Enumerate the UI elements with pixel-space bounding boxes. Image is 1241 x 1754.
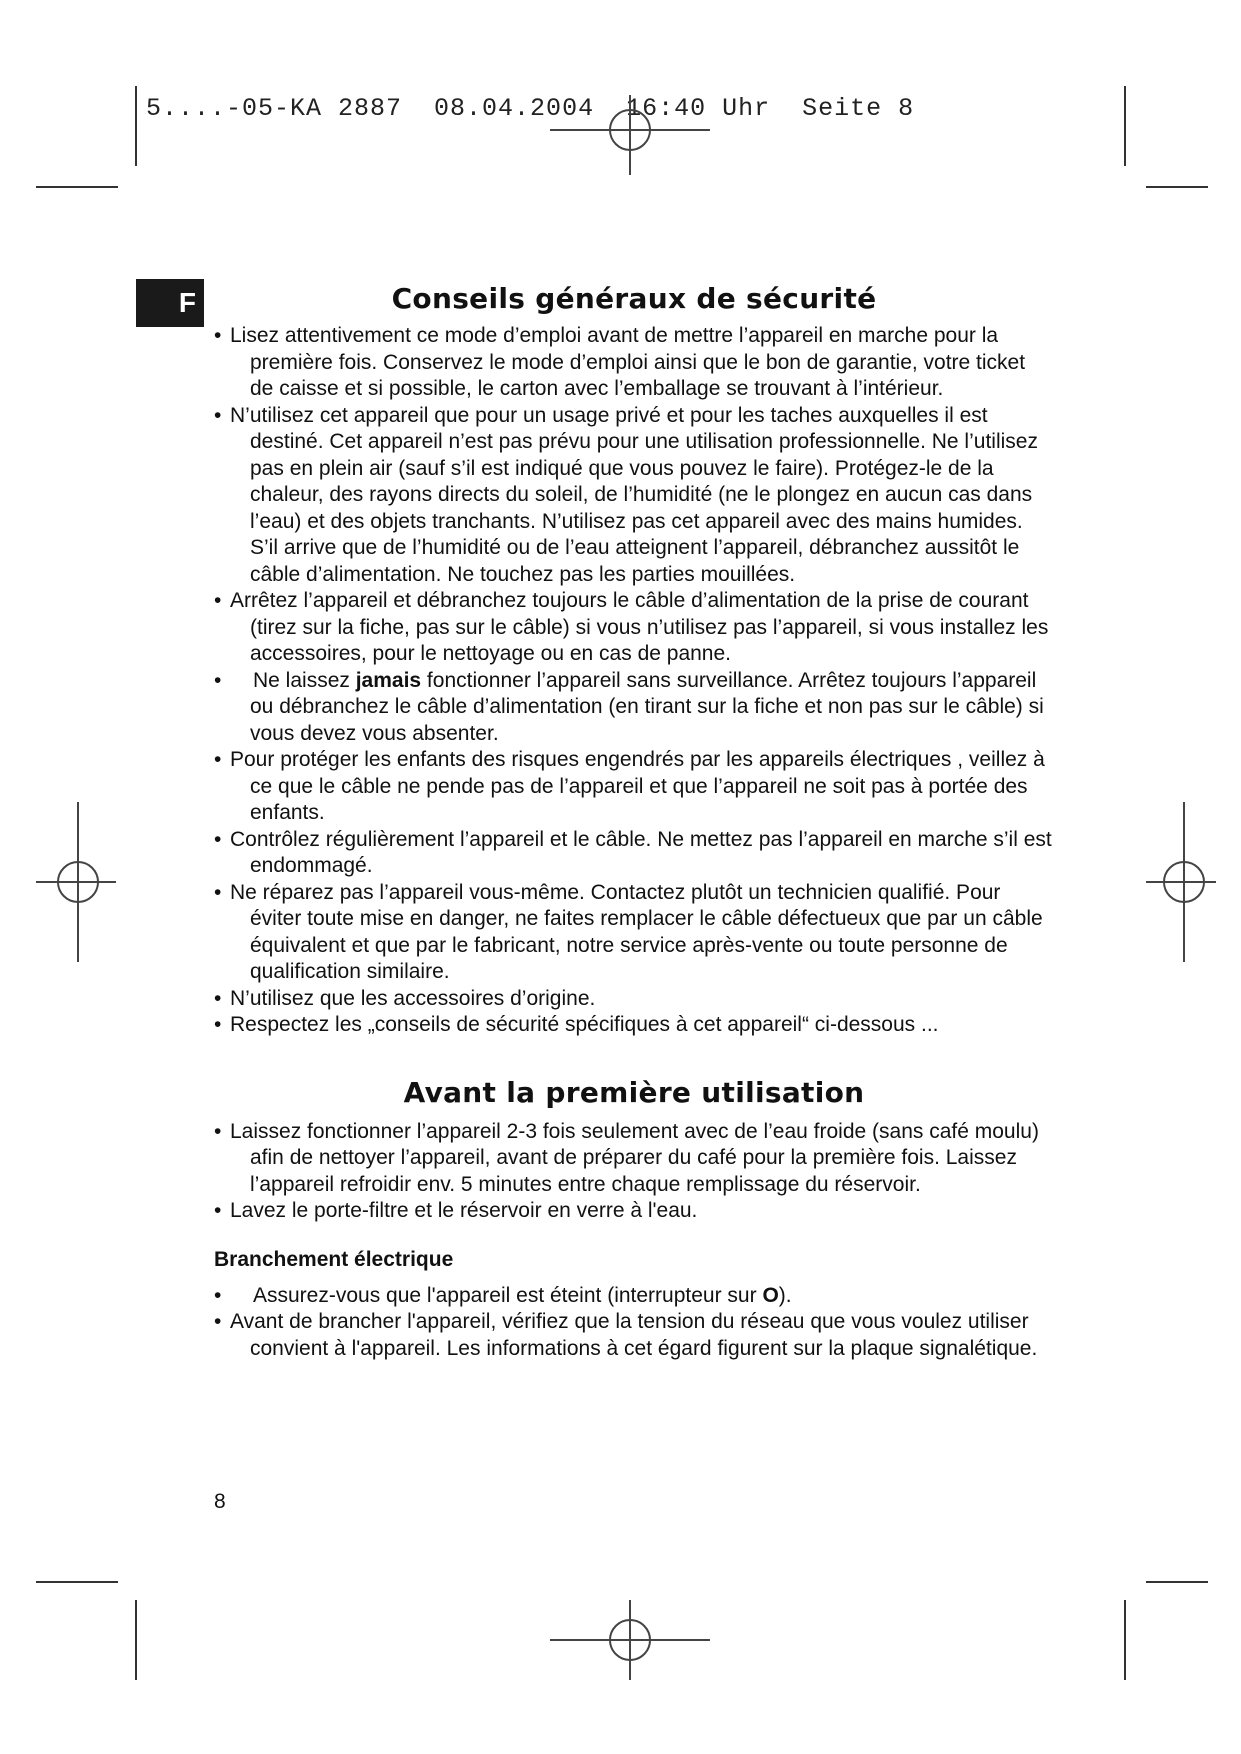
page-number: 8 xyxy=(214,1490,226,1513)
safety-list xyxy=(214,323,1054,1039)
list-item: • N’utilisez que les accessoires d’origine. xyxy=(214,986,596,1010)
section-title-first-use: Avant la première utilisation xyxy=(403,1075,865,1109)
electrical-list xyxy=(214,1283,1054,1363)
list-item: • Pour protéger les enfants des risques engendrés par les appareils électriques , veillez à ce que le câble ne pende pas de l’appareil et que l’appareil ne soit pas à portée des enfants. xyxy=(214,748,1045,824)
list-item: • N’utilisez cet appareil que pour un usage privé et pour les taches auxquelles il est destiné. Cet appareil n’est pas prévu pour une utilisation professionnelle. Ne l’utilisez pas en plein air (sauf s’il est indiqué que vous pouvez le faire). Protégez-le de la chaleur, des rayons directs du soleil, de l’humidité (ne le plongez en aucun cas dans l’eau) et des objets tranchants. N’utilisez pas cet appareil avec des mains humides. S’il arrive que de l’humidité ou de l’eau atteignent l’appareil, débranchez aussitôt le câble d’alimentation. Ne touchez pas les parties mouillées. xyxy=(214,403,1038,586)
list-item: • Respectez les „conseils de sécurité spécifiques à cet appareil“ ci-dessous ... xyxy=(214,1013,939,1036)
crop-mark-bottom-left-vertical xyxy=(135,1600,137,1680)
crop-mark-bottom-right-vertical xyxy=(1124,1600,1126,1680)
crop-mark-top-right-vertical xyxy=(1124,86,1126,166)
registration-mark-left-icon xyxy=(36,802,116,962)
crop-mark-bottom-left-horizontal xyxy=(36,1581,118,1583)
list-item: • Ne laissez jamais fonctionner l’appareil sans surveillance. Arrêtez toujours l’appareil ou débranchez le câble d’alimentation (en tirant sur la fiche et non pas sur le câble) si vous devez vous absenter. xyxy=(214,668,1044,745)
print-slug: 5....-05-KA 2887 08.04.2004 16:40 Uhr Seite 8 xyxy=(146,94,915,123)
registration-mark-bottom-icon xyxy=(550,1600,710,1680)
list-item: • Laissez fonctionner l’appareil 2-3 fois seulement avec de l’eau froide (sans café moulu) afin de nettoyer l’appareil, avant de préparer du café pour la première fois. Laissez l’appareil refroidir env. 5 minutes entre chaque remplissage du réservoir. xyxy=(214,1119,1039,1196)
registration-mark-top-icon xyxy=(550,95,710,175)
registration-mark-right-icon xyxy=(1146,802,1216,962)
list-item: • Arrêtez l’appareil et débranchez toujours le câble d’alimentation de la prise de courant (tirez sur la fiche, pas sur le câble) si vous n’utilisez pas l’appareil, si vous installez les accessoires, pour le nettoyage ou en cas de panne. xyxy=(214,589,1049,665)
crop-mark-top-left-vertical xyxy=(135,86,137,166)
crop-mark-top-left-horizontal xyxy=(36,186,118,188)
list-item: • Contrôlez régulièrement l’appareil et le câble. Ne mettez pas l’appareil en marche s’il est endommagé. xyxy=(214,827,1052,877)
list-item: • Assurez-vous que l'appareil est éteint (interrupteur sur O). xyxy=(214,1283,792,1307)
crop-mark-top-right-horizontal xyxy=(1146,186,1208,188)
first-use-list xyxy=(214,1119,1054,1225)
language-tab: F xyxy=(136,279,204,327)
page-content xyxy=(214,275,1054,1362)
list-item: • Ne réparez pas l’appareil vous-même. Contactez plutôt un technicien qualifié. Pour éviter toute mise en danger, ne faites remplacer le câble défectueux que par un câble équivalent et que par le fabricant, notre service après-vente ou toute personne de qualification similaire. xyxy=(214,880,1043,983)
crop-mark-bottom-right-horizontal xyxy=(1146,1581,1208,1583)
list-item: • Lisez attentivement ce mode d’emploi avant de mettre l’appareil en marche pour la première fois. Conservez le mode d’emploi ainsi que le bon de garantie, votre ticket de caisse et si possible, le carton avec l’emballage se trouvant à l’intérieur. xyxy=(214,324,1026,400)
subsection-title-electrical: Branchement électrique xyxy=(214,1247,454,1271)
list-item: • Avant de brancher l'appareil, vérifiez que la tension du réseau que vous voulez utiliser convient à l'appareil. Les informations à cet égard figurent sur la plaque signalétique. xyxy=(214,1310,1038,1360)
section-title-safety: Conseils généraux de sécurité xyxy=(391,282,877,315)
list-item: • Lavez le porte-filtre et le réservoir en verre à l'eau. xyxy=(214,1199,698,1222)
